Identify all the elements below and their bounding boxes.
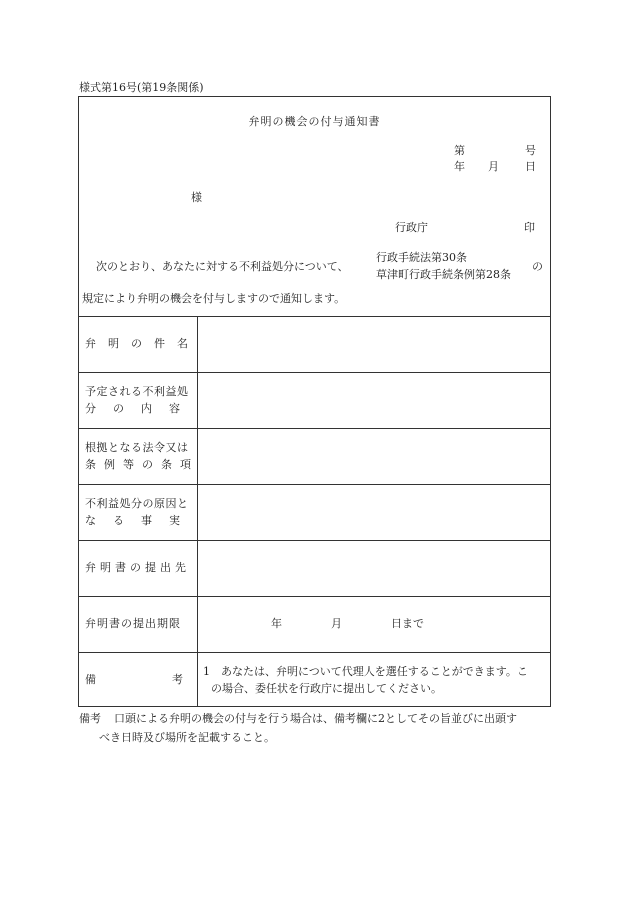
number-dai: 第 <box>454 144 465 157</box>
notice-particle: の <box>532 260 543 273</box>
row-label-remarks: 備考 <box>85 673 259 686</box>
date-month: 月 <box>488 160 499 173</box>
row-label-legal-basis-2: 条例等の条項 <box>85 458 199 471</box>
row-label-cause-facts-2: なる事実 <box>85 514 197 527</box>
row-label-case-name-text: 弁明の件名 <box>85 337 200 350</box>
row-divider <box>79 540 550 541</box>
number-go: 号 <box>525 144 536 157</box>
column-divider <box>197 316 198 706</box>
law-option-1: 行政手続法第30条 <box>376 251 467 264</box>
remarks-text-line2: の場合、委任状を行政庁に提出してください。 <box>211 682 442 695</box>
notice-suffix: 規定により弁明の機会を付与しますので通知します。 <box>82 292 346 305</box>
date-day: 日 <box>525 160 536 173</box>
row-label-submit-to: 弁明書の提出先 <box>85 561 190 574</box>
row-divider <box>79 652 550 653</box>
row-divider <box>79 316 550 317</box>
row-label-deadline: 弁明書の提出期限 <box>85 617 181 630</box>
row-label-cause-facts: 不利益処分の原因と <box>85 497 189 510</box>
footnote-line2: べき日時及び場所を記載すること。 <box>99 731 275 744</box>
addressee-suffix: 様 <box>191 191 202 204</box>
row-label-planned-disposition-2: 分の内容 <box>85 402 197 415</box>
issuer-seal: 印 <box>524 221 535 234</box>
row-divider <box>79 428 550 429</box>
issuer-label: 行政庁 <box>395 221 428 234</box>
deadline-month: 月 <box>331 617 342 630</box>
row-divider <box>79 596 550 597</box>
form-title: 弁明の機会の付与通知書 <box>248 115 381 128</box>
row-label-legal-basis: 根拠となる法令又は <box>85 441 189 454</box>
deadline-day-until: 日まで <box>391 617 424 630</box>
notice-prefix: 次のとおり、あなたに対する不利益処分について、 <box>96 260 349 273</box>
remarks-text-line1: 1 あなたは、弁明について代理人を選任することができます。こ <box>203 665 528 678</box>
row-divider <box>79 484 550 485</box>
footnote-label: 備考 <box>79 712 101 725</box>
deadline-year: 年 <box>271 617 282 630</box>
date-year: 年 <box>454 160 465 173</box>
law-option-2: 草津町行政手続条例第28条 <box>376 268 511 281</box>
form-number: 様式第16号(第19条関係) <box>79 81 204 94</box>
footnote-line1: 口頭による弁明の機会の付与を行う場合は、備考欄に2としてその旨並びに出頭す <box>114 712 517 725</box>
row-divider <box>79 372 550 373</box>
notice-form <box>78 96 551 707</box>
row-label-planned-disposition: 予定される不利益処 <box>85 385 189 398</box>
